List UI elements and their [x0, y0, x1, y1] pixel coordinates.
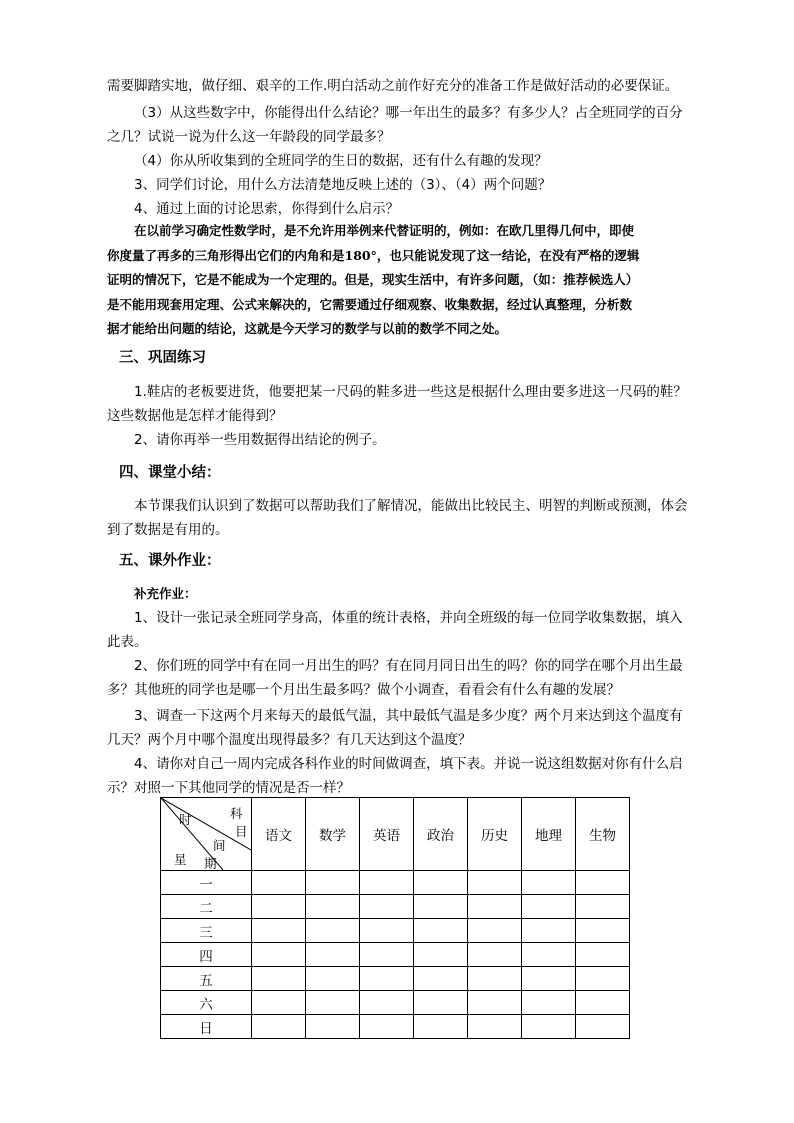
- note-line: 据才能给出问题的结论，这就是今天学习的数学与以前的数学不同之处。: [107, 321, 508, 336]
- corner-label-ke: 科: [230, 806, 243, 821]
- table-header-row: [161, 798, 630, 871]
- question-4: （4）你从所收集到的全班同学的生日的数据，还有什么有趣的发现？: [134, 153, 548, 169]
- table-row: [161, 871, 630, 895]
- day-label: 日: [161, 1015, 252, 1039]
- table-cell[interactable]: [468, 967, 522, 991]
- table-cell[interactable]: [252, 1015, 306, 1039]
- day-label: 三: [161, 919, 252, 943]
- table-cell[interactable]: [252, 871, 306, 895]
- homework-3-line1: 3、调查一下这两个月来每天的最低气温，其中最低气温是多少度？两个月来达到这个温度有: [134, 708, 683, 724]
- subject-header: 地理: [522, 798, 576, 871]
- table-cell[interactable]: [360, 991, 414, 1015]
- note-line: 在以前学习确定性数学时，是不允许用举例来代替证明的，例如：在欧几里得几何中，即使: [134, 223, 635, 238]
- question-3-line1: （3）从这些数字中，你能得出什么结论？哪一年出生的最多？有多少人？占全班同学的百分: [134, 105, 683, 121]
- table-cell[interactable]: [252, 967, 306, 991]
- corner-label-xing: 星: [174, 852, 187, 867]
- table-cell[interactable]: [576, 895, 630, 919]
- table-cell[interactable]: [468, 895, 522, 919]
- exercise-1-line2: 这些数据他是怎样才能得到？: [107, 408, 283, 424]
- item-4: 4、通过上面的讨论思索，你得到什么启示？: [134, 201, 400, 217]
- item-3: 3、同学们讨论，用什么方法清楚地反映上述的（3）、（4）两个问题？: [134, 177, 552, 193]
- table-cell[interactable]: [468, 943, 522, 967]
- table-row: [161, 943, 630, 967]
- corner-label-jian: 间: [213, 838, 226, 853]
- day-label: 五: [161, 967, 252, 991]
- table-cell[interactable]: [306, 991, 360, 1015]
- table-cell[interactable]: [468, 871, 522, 895]
- table-cell[interactable]: [522, 967, 576, 991]
- table-cell[interactable]: [414, 919, 468, 943]
- exercise-2: 2、请你再举一些用数据得出结论的例子。: [134, 432, 386, 448]
- table-row: [161, 1015, 630, 1039]
- table-cell[interactable]: [576, 871, 630, 895]
- table-cell[interactable]: [576, 991, 630, 1015]
- table-cell[interactable]: [306, 943, 360, 967]
- paragraph-intro: 需要脚踏实地，做仔细、艰辛的工作.明白活动之前作好充分的准备工作是做好活动的必要保证。: [107, 78, 679, 94]
- table-cell[interactable]: [306, 1015, 360, 1039]
- subject-header: 语文: [252, 798, 306, 871]
- exercise-1-line1: 1.鞋店的老板要进货，他要把某一尺码的鞋多进一些这是根据什么理由要多进这一尺码的鞋？: [134, 384, 687, 400]
- homework-3-line2: 几天？两个月中哪个温度出现得最多？有几天达到这个温度？: [107, 732, 472, 748]
- homework-time-table: [160, 797, 630, 1039]
- question-3-line2: 之几？试说一说为什么这一年龄段的同学最多？: [107, 129, 391, 145]
- table-cell[interactable]: [360, 967, 414, 991]
- table-cell[interactable]: [522, 943, 576, 967]
- homework-1-line1: 1、设计一张记录全班同学身高，体重的统计表格，并向全班级的每一位同学收集数据，填入: [134, 610, 683, 626]
- note-line: 你度量了再多的三角形得出它们的内角和是180°，也只能说发现了这一结论，在没有严格的逻辑: [107, 248, 640, 263]
- table-cell[interactable]: [306, 967, 360, 991]
- table-cell[interactable]: [306, 871, 360, 895]
- day-label: 一: [161, 871, 252, 895]
- note-line: 是不能用现套用定理、公式来解决的，它需要通过仔细观察、收集数据，经过认真整理，分析数: [107, 297, 633, 312]
- homework-2-line2: 多？其他班的同学也是哪一个月出生最多吗？做个小调查，看看会有什么有趣的发展？: [107, 682, 620, 698]
- table-cell[interactable]: [360, 895, 414, 919]
- homework-4-line1: 4、请你对自己一周内完成各科作业的时间做调查，填下表。并说一说这组数据对你有什么启: [134, 756, 683, 772]
- section-5-heading: 五、课外作业：: [119, 553, 221, 569]
- summary-line2: 到了数据是有用的。: [107, 522, 229, 538]
- table-cell[interactable]: [360, 919, 414, 943]
- table-row: [161, 991, 630, 1015]
- table-cell[interactable]: [360, 871, 414, 895]
- table-cell[interactable]: [360, 943, 414, 967]
- day-label: 二: [161, 895, 252, 919]
- table-cell[interactable]: [252, 943, 306, 967]
- day-label: 六: [161, 991, 252, 1015]
- table-cell[interactable]: [414, 1015, 468, 1039]
- table-cell[interactable]: [414, 991, 468, 1015]
- table-corner-cell: [161, 798, 252, 871]
- subject-header: 数学: [306, 798, 360, 871]
- corner-label-qi: 期: [204, 856, 217, 870]
- table-row: [161, 895, 630, 919]
- table-row: [161, 919, 630, 943]
- table-cell[interactable]: [522, 1015, 576, 1039]
- table-cell[interactable]: [414, 895, 468, 919]
- section-3-heading: 三、巩固练习: [119, 350, 206, 366]
- subject-header: 英语: [360, 798, 414, 871]
- table-cell[interactable]: [252, 991, 306, 1015]
- corner-label-shi: 时: [179, 812, 192, 827]
- table-cell[interactable]: [414, 967, 468, 991]
- table-cell[interactable]: [360, 1015, 414, 1039]
- section-4-heading: 四、课堂小结：: [119, 465, 221, 481]
- table-cell[interactable]: [522, 871, 576, 895]
- table-cell[interactable]: [414, 943, 468, 967]
- table-cell[interactable]: [306, 895, 360, 919]
- table-cell[interactable]: [576, 1015, 630, 1039]
- corner-label-mu: 目: [235, 824, 248, 839]
- table-cell[interactable]: [576, 919, 630, 943]
- table-cell[interactable]: [468, 991, 522, 1015]
- table-cell[interactable]: [252, 919, 306, 943]
- subject-header: 历史: [468, 798, 522, 871]
- table-cell[interactable]: [522, 919, 576, 943]
- table-cell[interactable]: [468, 1015, 522, 1039]
- homework-4-line2: 示？对照一下其他同学的情况是否一样？: [107, 780, 350, 796]
- subject-header: 政治: [414, 798, 468, 871]
- summary-line1: 本节课我们认识到了数据可以帮助我们了解情况，能做出比较民主、明智的判断或预测，体会: [134, 498, 688, 514]
- table-cell[interactable]: [252, 895, 306, 919]
- table-cell[interactable]: [576, 943, 630, 967]
- homework-2-line1: 2、你们班的同学中有在同一月出生的吗？有在同月同日出生的吗？你的同学在哪个月出生最: [134, 658, 683, 674]
- table-cell[interactable]: [522, 991, 576, 1015]
- table-cell[interactable]: [306, 919, 360, 943]
- table-cell[interactable]: [468, 919, 522, 943]
- subject-header: 生物: [576, 798, 630, 871]
- note-line: 证明的情况下，它是不能成为一个定理的。但是，现实生活中，有许多问题，（如：推荐候选人）: [107, 272, 639, 287]
- table-cell[interactable]: [522, 895, 576, 919]
- supplementary-heading: 补充作业：: [134, 586, 197, 601]
- table-cell[interactable]: [576, 967, 630, 991]
- table-row: [161, 967, 630, 991]
- homework-1-line2: 此表。: [107, 634, 148, 650]
- table-cell[interactable]: [414, 871, 468, 895]
- day-label: 四: [161, 943, 252, 967]
